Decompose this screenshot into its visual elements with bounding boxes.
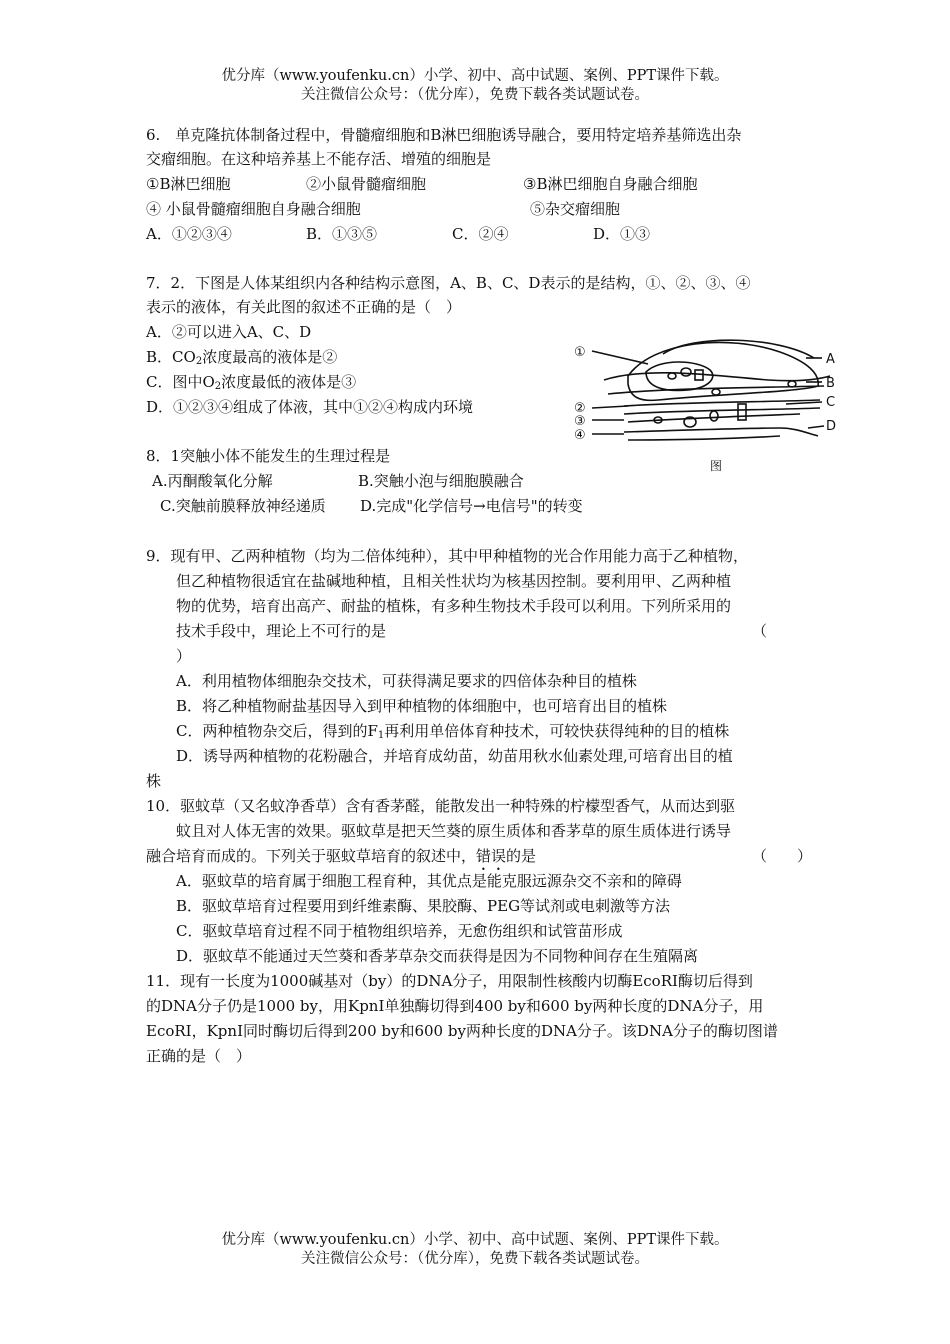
structure-d-lower <box>624 428 818 436</box>
q9-answer-paren-close: ） <box>176 647 192 665</box>
q9-stem-line-3: 物的优势，培育出高产、耐盐的植株，有多种生物技术手段可以利用。下列所采用的 <box>176 597 732 615</box>
q6-option-d: D．①③ <box>593 225 651 243</box>
diagram-label-4: ④ <box>574 428 586 443</box>
q11-stem-line-2: 的DNA分子仍是1000 by，用KpnI单独酶切得到400 by和600 by两种长度的DNA分子，用 <box>146 997 764 1015</box>
q7-option-d: D．①②③④组成了体液，其中①②④构成内环境 <box>146 398 474 416</box>
q6-option-a: A．①②③④ <box>146 225 232 243</box>
diagram-label-b: B <box>826 376 835 391</box>
q7-option-a: A．②可以进入A、C、D <box>146 323 312 341</box>
q9-option-a: A．利用植物体细胞杂交技术，可获得满足要求的四倍体杂种目的植株 <box>176 672 637 690</box>
footer-line-1: 优分库（www.youfenku.cn）小学、初中、高中试题、案例、PPT课件下载。 <box>221 1232 729 1248</box>
q8-option-c: C.突触前膜释放神经递质 <box>160 497 326 515</box>
q6-stem-line-2: 交瘤细胞。在这种培养基上不能存活、增殖的细胞是 <box>146 150 492 168</box>
q11-stem-line-4: 正确的是（ ） <box>146 1047 252 1065</box>
q9-option-b: B．将乙种植物耐盐基因导入到甲种植物的体细胞中，也可培育出目的植株 <box>176 697 668 715</box>
q7-stem-line-2: 表示的液体，有关此图的叙述不正确的是（ ） <box>146 298 462 316</box>
diagram-label-2: ② <box>574 401 586 416</box>
q10-option-a: A．驱蚊草的培育属于细胞工程育种，其优点是能克服远源杂交不亲和的障碍 <box>176 872 682 890</box>
diagram-label-c: C <box>826 395 836 410</box>
q11-stem-line-3: EcoRI，KpnI同时酶切后得到200 by和600 by两种长度的DNA分子。该DNA分子的酶切图谱 <box>146 1022 778 1040</box>
header-line-2: 关注微信公众号：（优分库），免费下载各类试题试卷。 <box>301 87 649 103</box>
q8-option-a: A.丙酮酸氧化分解 <box>152 472 273 490</box>
q6-item-5: ⑤杂交瘤细胞 <box>530 200 621 218</box>
q8-stem: 8．1突触小体不能发生的生理过程是 <box>146 447 391 465</box>
q10-option-b: B．驱蚊草培育过程要用到纤维素酶、果胶酶、PEG等试剂或电刺激等方法 <box>176 897 671 915</box>
q9-option-d-line-2: 株 <box>146 772 162 790</box>
q10-stem-line-3: 融合培育而成的。下列关于驱蚊草培育的叙述中，错误的是 <box>146 847 537 865</box>
q6-item-4: ④ 小鼠骨髓瘤细胞自身融合细胞 <box>146 200 361 218</box>
structure-a-outline <box>628 342 818 400</box>
footer-line-2: 关注微信公众号：（优分库），免费下载各类试题试卷。 <box>301 1251 649 1267</box>
q10-stem-line-1: 10．驱蚊草（又名蚊净香草）含有香茅醛，能散发出一种特殊的柠檬型香气，从而达到驱 <box>146 797 736 815</box>
header-line-1: 优分库（www.youfenku.cn）小学、初中、高中试题、案例、PPT课件下载。 <box>221 68 729 84</box>
q9-option-c: C．两种植物杂交后，得到的$F_1$再利用单倍体育种技术，可较快获得纯种的目的植株 <box>176 722 730 741</box>
q10-answer-paren: （ ） <box>752 847 813 865</box>
q9-answer-paren-open: （ <box>752 622 768 640</box>
q11-stem-line-1: 11．现有一长度为1000碱基对（by）的DNA分子，用限制性核酸内切酶EcoRI酶切后得到 <box>146 972 753 990</box>
q6-option-c: C．②④ <box>452 225 509 243</box>
q10-option-d: D．驱蚊草不能通过天竺葵和香茅草杂交而获得是因为不同物种间存在生殖隔离 <box>176 947 699 965</box>
structure-b-upper <box>604 373 830 381</box>
q9-stem-line-1: 9．现有甲、乙两种植物（均为二倍体纯种），其中甲种植物的光合作用能力高于乙种植物， <box>146 547 749 565</box>
q10-option-c: C．驱蚊草培育过程不同于植物组织培养，无愈伤组织和试管苗形成 <box>176 922 623 940</box>
q9-stem-line-2: 但乙种植物很适宜在盐碱地种植，且相关性状均为核基因控制。要利用甲、乙两种植 <box>176 572 732 590</box>
q6-item-3: ③B淋巴细胞自身融合细胞 <box>523 175 698 193</box>
q10-stem-line-2: 蚊且对人体无害的效果。驱蚊草是把天竺葵的原生质体和香茅草的原生质体进行诱导 <box>176 822 732 840</box>
diagram-label-d: D <box>826 419 837 434</box>
q10-emphasis-word: 错误 <box>476 847 507 865</box>
diagram-label-1: ① <box>574 345 586 360</box>
diagram-caption: 图 <box>710 459 723 473</box>
q7-stem-line-1: 7．2．下图是人体某组织内各种结构示意图，A、B、C、D表示的是结构，①、②、③、④ <box>146 274 751 292</box>
q8-option-d: D.完成"化学信号→电信号"的转变 <box>360 497 583 515</box>
structure-d-bottom <box>628 436 780 440</box>
q6-item-1: ①B淋巴细胞 <box>146 175 231 193</box>
diagram-label-a: A <box>826 352 835 367</box>
q8-option-b: B.突触小泡与细胞膜融合 <box>358 472 524 490</box>
q6-stem-line-1: 6. 单克隆抗体制备过程中，骨髓瘤细胞和B淋巴细胞诱导融合，要用特定培养基筛选出杂 <box>146 126 742 144</box>
q9-stem-line-4: 技术手段中，理论上不可行的是 <box>176 622 387 640</box>
q7-option-c: C．图中$O_2$浓度最低的液体是③ <box>146 373 357 392</box>
structure-c-lower <box>624 408 820 414</box>
diagram-label-3: ③ <box>574 414 586 429</box>
q6-option-b: B．①③⑤ <box>306 225 378 243</box>
q9-option-d-line-1: D．诱导两种植物的花粉融合，并培育成幼苗，幼苗用秋水仙素处理,可培育出目的植 <box>176 747 733 765</box>
q7-option-b: B．$CO_2$浓度最高的液体是② <box>146 348 338 367</box>
tissue-structure-diagram <box>568 336 850 484</box>
q6-item-2: ②小鼠骨髓瘤细胞 <box>306 175 427 193</box>
